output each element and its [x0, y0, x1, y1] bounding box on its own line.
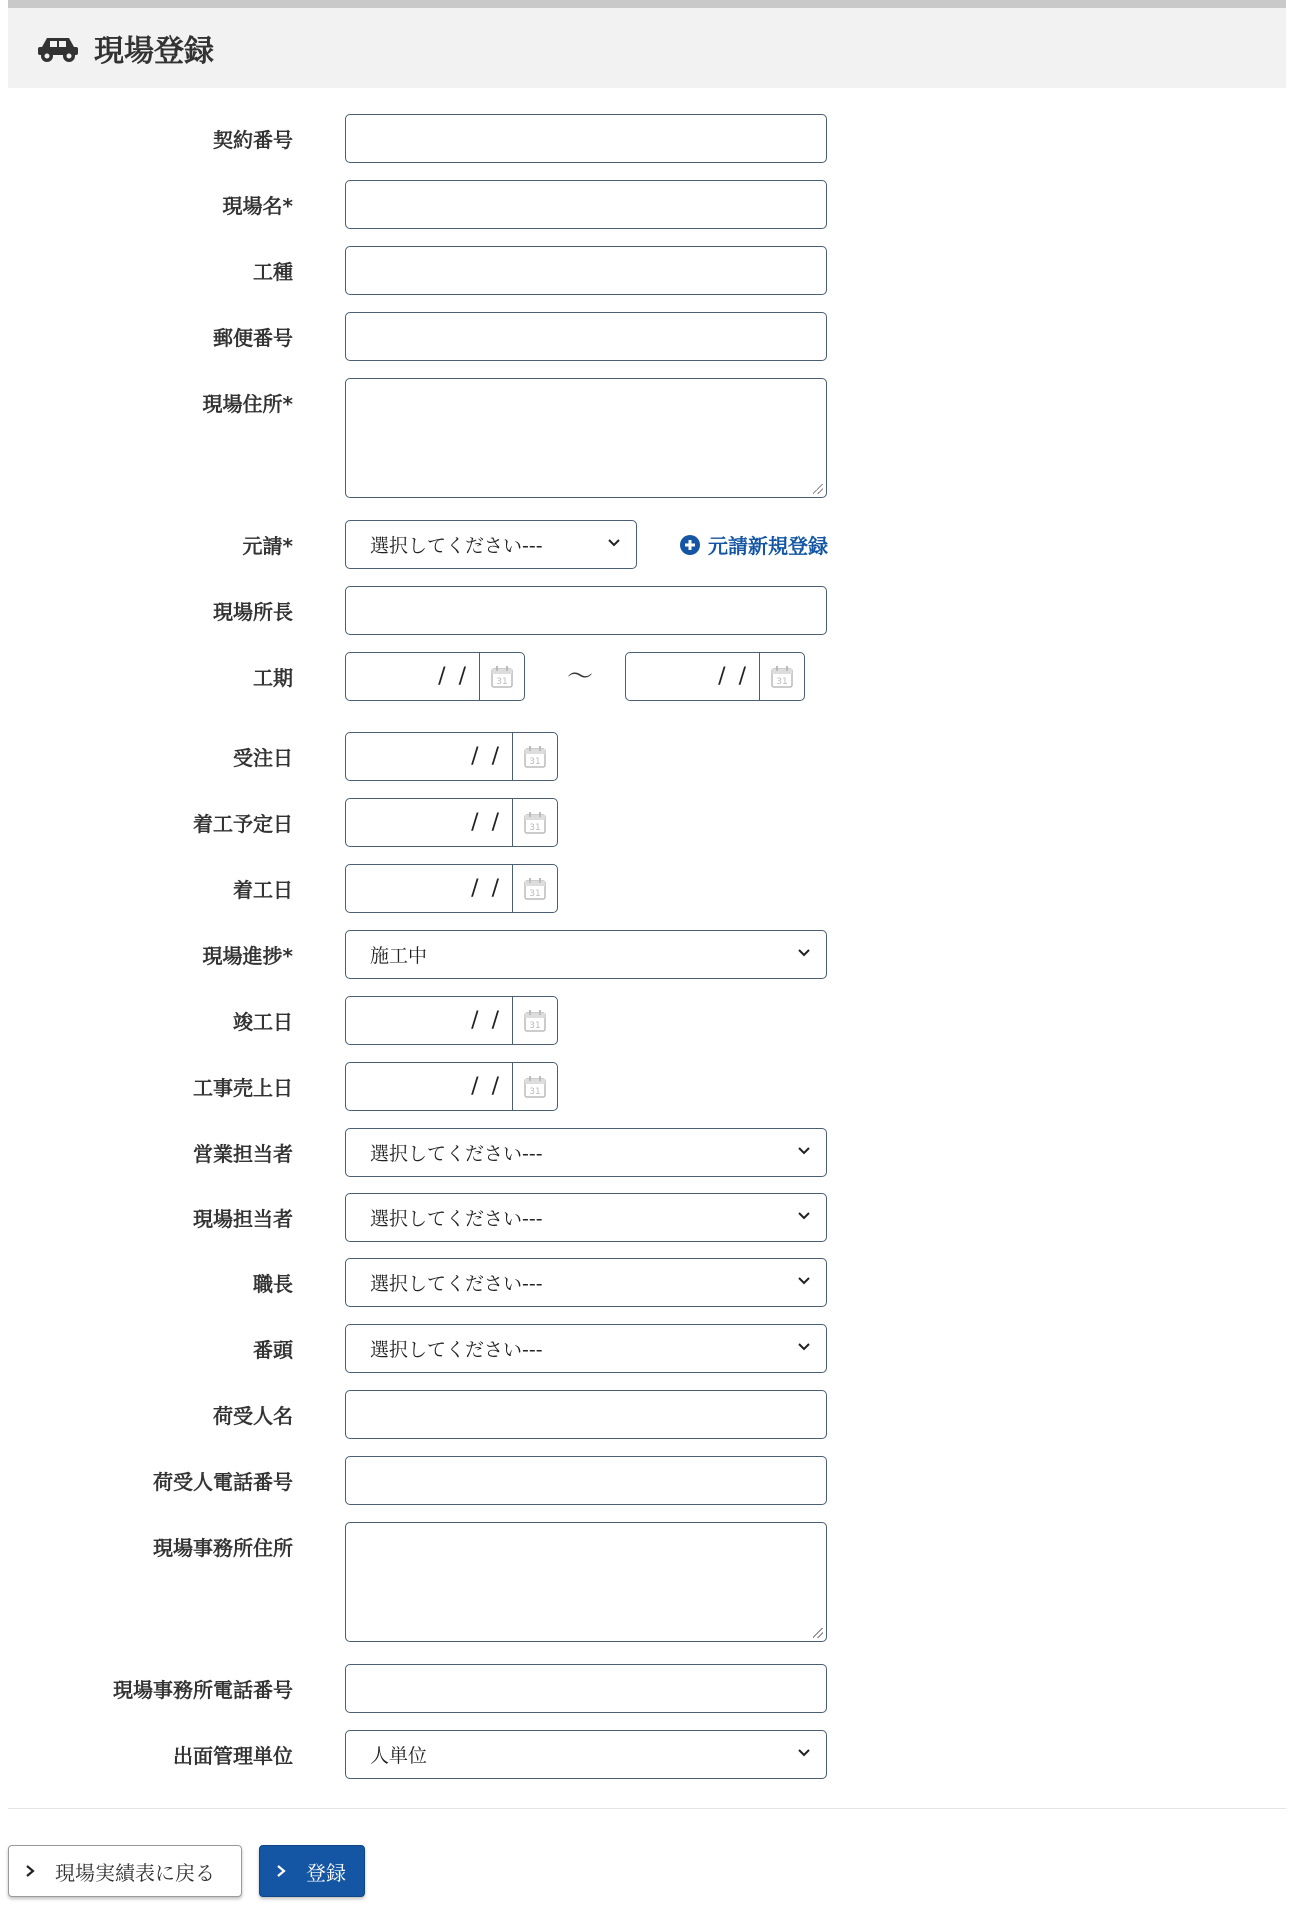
plus-circle-icon [680, 535, 700, 555]
calendar-icon[interactable] [512, 997, 557, 1044]
back-to-results-button[interactable] [8, 1845, 242, 1897]
completion-date-input[interactable] [345, 996, 558, 1045]
office-address-textarea[interactable] [345, 1522, 827, 1642]
chevron-down-icon [606, 534, 622, 550]
page-header [8, 8, 1286, 88]
progress-select[interactable] [345, 930, 827, 979]
banto-selected: 選択してください--- [370, 1339, 543, 1361]
site-manager-input[interactable] [345, 586, 827, 635]
attendance-unit-selected: 人単位 [370, 1745, 428, 1767]
label-start-date: 着工日 [233, 878, 293, 902]
svg-text:31: 31 [776, 676, 788, 687]
top-bar [8, 0, 1286, 8]
label-office-phone: 現場事務所電話番号 [113, 1678, 293, 1702]
foreman-selected: 選択してください--- [370, 1273, 543, 1295]
label-sales-date: 工事売上日 [193, 1076, 293, 1100]
resize-handle-icon[interactable] [813, 484, 823, 494]
label-consignee-name: 荷受人名 [213, 1404, 293, 1428]
car-icon [36, 33, 80, 63]
calendar-icon[interactable] [759, 653, 804, 700]
register-button[interactable] [259, 1845, 365, 1897]
date-placeholder: / / [471, 876, 502, 901]
date-placeholder: / / [718, 664, 749, 689]
office-phone-input[interactable] [345, 1664, 827, 1713]
label-contract-no: 契約番号 [213, 128, 293, 152]
calendar-icon[interactable] [512, 865, 557, 912]
add-prime-contractor-link[interactable] [680, 530, 828, 559]
label-foreman: 職長 [253, 1272, 293, 1296]
label-progress: 現場進捗* [202, 944, 293, 968]
chevron-down-icon [796, 944, 812, 960]
resize-handle-icon[interactable] [813, 1628, 823, 1638]
date-placeholder: / / [471, 744, 502, 769]
date-placeholder: / / [471, 1074, 502, 1099]
label-completion-date: 竣工日 [233, 1010, 293, 1034]
label-prime-contractor: 元請* [242, 534, 293, 558]
chevron-down-icon [796, 1142, 812, 1158]
site-person-select[interactable] [345, 1193, 827, 1242]
svg-text:31: 31 [529, 756, 541, 767]
banto-select[interactable] [345, 1324, 827, 1373]
sales-person-select[interactable] [345, 1128, 827, 1177]
calendar-icon[interactable] [512, 733, 557, 780]
period-separator: 〜 [567, 662, 594, 692]
contract-no-input[interactable] [345, 114, 827, 163]
consignee-phone-input[interactable] [345, 1456, 827, 1505]
site-person-selected: 選択してください--- [370, 1208, 543, 1230]
svg-text:31: 31 [496, 676, 508, 687]
consignee-name-input[interactable] [345, 1390, 827, 1439]
svg-text:31: 31 [529, 888, 541, 899]
start-date-input[interactable] [345, 864, 558, 913]
order-date-input[interactable] [345, 732, 558, 781]
calendar-icon[interactable] [479, 653, 524, 700]
sales-person-selected: 選択してください--- [370, 1143, 543, 1165]
sales-date-input[interactable] [345, 1062, 558, 1111]
label-site-address: 現場住所* [202, 392, 293, 416]
date-placeholder: / / [471, 1008, 502, 1033]
planned-start-date-input[interactable] [345, 798, 558, 847]
date-placeholder: / / [471, 810, 502, 835]
label-site-person: 現場担当者 [193, 1207, 293, 1231]
site-name-input[interactable] [345, 180, 827, 229]
period-end-date-input[interactable] [625, 652, 805, 701]
label-order-date: 受注日 [233, 746, 293, 770]
chevron-down-icon [796, 1338, 812, 1354]
chevron-down-icon [796, 1207, 812, 1223]
label-construction-period: 工期 [253, 666, 293, 690]
chevron-right-icon [23, 1864, 37, 1878]
site-address-textarea[interactable] [345, 378, 827, 498]
label-consignee-phone: 荷受人電話番号 [153, 1470, 293, 1494]
label-site-name: 現場名* [222, 194, 293, 218]
svg-text:31: 31 [529, 1086, 541, 1097]
prime-contractor-selected: 選択してください--- [370, 535, 543, 557]
calendar-icon[interactable] [512, 1063, 557, 1110]
chevron-down-icon [796, 1272, 812, 1288]
date-placeholder: / / [438, 664, 469, 689]
prime-contractor-select[interactable] [345, 520, 637, 569]
label-postal-code: 郵便番号 [213, 326, 293, 350]
chevron-down-icon [796, 1744, 812, 1760]
postal-code-input[interactable] [345, 312, 827, 361]
svg-text:31: 31 [529, 1020, 541, 1031]
foreman-select[interactable] [345, 1258, 827, 1307]
footer-divider [8, 1808, 1286, 1809]
register-button-label: 登録 [306, 1860, 346, 1885]
site-registration-form [0, 88, 1294, 1796]
back-button-label: 現場実績表に戻る [55, 1860, 215, 1885]
add-prime-contractor-label: 元請新規登録 [708, 534, 828, 558]
period-start-date-input[interactable] [345, 652, 525, 701]
attendance-unit-select[interactable] [345, 1730, 827, 1779]
label-site-manager: 現場所長 [213, 600, 293, 624]
chevron-right-icon [274, 1864, 288, 1878]
page-title: 現場登録 [94, 34, 214, 69]
progress-selected: 施工中 [370, 945, 428, 967]
svg-text:31: 31 [529, 822, 541, 833]
calendar-icon[interactable] [512, 799, 557, 846]
label-attendance-unit: 出面管理単位 [173, 1744, 293, 1768]
label-planned-start-date: 着工予定日 [193, 812, 293, 836]
label-banto: 番頭 [253, 1338, 293, 1362]
label-work-type: 工種 [253, 260, 293, 284]
label-sales-person: 営業担当者 [193, 1142, 293, 1166]
label-office-address: 現場事務所住所 [153, 1536, 293, 1560]
work-type-input[interactable] [345, 246, 827, 295]
